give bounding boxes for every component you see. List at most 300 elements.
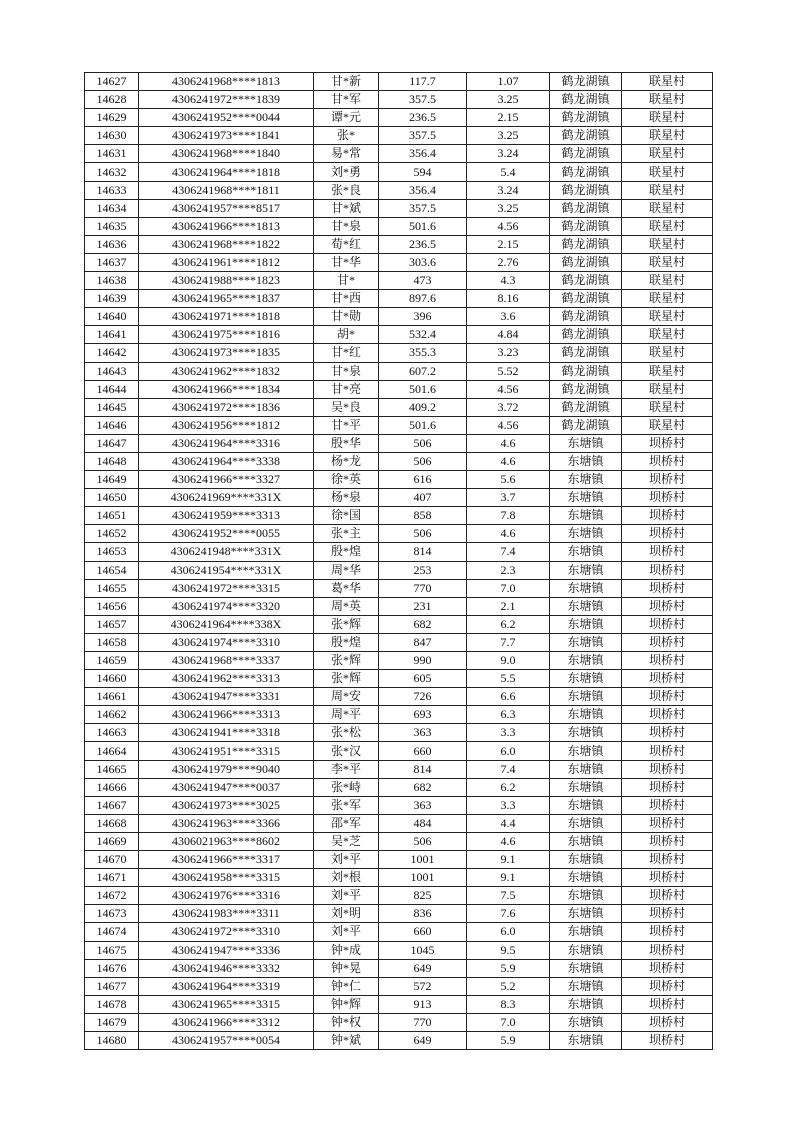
id-number-cell: 4306241966****1813 — [139, 217, 314, 235]
town-cell: 东塘镇 — [550, 923, 622, 941]
serial-number-cell: 14656 — [85, 597, 139, 615]
name-cell: 周*华 — [314, 561, 379, 579]
table-row — [85, 597, 713, 615]
quantity-cell: 5.5 — [467, 670, 550, 688]
table-row — [85, 326, 713, 344]
town-cell: 东塘镇 — [550, 688, 622, 706]
town-cell: 鹤龙湖镇 — [550, 326, 622, 344]
amount-cell: 236.5 — [379, 235, 467, 253]
table-row — [85, 253, 713, 271]
table-row — [85, 887, 713, 905]
id-number-cell: 4306241983****3311 — [139, 905, 314, 923]
table-row — [85, 796, 713, 814]
amount-cell: 231 — [379, 597, 467, 615]
name-cell: 张*军 — [314, 796, 379, 814]
table-row — [85, 489, 713, 507]
amount-cell: 616 — [379, 471, 467, 489]
table-row — [85, 452, 713, 470]
serial-number-cell: 14678 — [85, 995, 139, 1013]
quantity-cell: 3.24 — [467, 181, 550, 199]
quantity-cell: 6.0 — [467, 742, 550, 760]
amount-cell: 897.6 — [379, 290, 467, 308]
serial-number-cell: 14653 — [85, 543, 139, 561]
town-cell: 鹤龙湖镇 — [550, 181, 622, 199]
table-row — [85, 652, 713, 670]
table-row — [85, 127, 713, 145]
town-cell: 东塘镇 — [550, 579, 622, 597]
name-cell: 张*辉 — [314, 615, 379, 633]
serial-number-cell: 14672 — [85, 887, 139, 905]
id-number-cell: 4306241941****3318 — [139, 724, 314, 742]
village-cell: 联星村 — [622, 272, 713, 290]
table-row — [85, 814, 713, 832]
amount-cell: 356.4 — [379, 145, 467, 163]
table-row — [85, 706, 713, 724]
name-cell: 胡* — [314, 326, 379, 344]
quantity-cell: 2.15 — [467, 235, 550, 253]
name-cell: 甘*平 — [314, 416, 379, 434]
quantity-cell: 4.3 — [467, 272, 550, 290]
id-number-cell: 4306241968****1811 — [139, 181, 314, 199]
quantity-cell: 4.6 — [467, 434, 550, 452]
name-cell: 甘*斌 — [314, 199, 379, 217]
name-cell: 张*汉 — [314, 742, 379, 760]
table-row — [85, 181, 713, 199]
id-number-cell: 4306241988****1823 — [139, 272, 314, 290]
quantity-cell: 1.07 — [467, 73, 550, 91]
town-cell: 东塘镇 — [550, 977, 622, 995]
id-number-cell: 4306241969****331X — [139, 489, 314, 507]
table-row — [85, 1013, 713, 1031]
village-cell: 联星村 — [622, 163, 713, 181]
town-cell: 东塘镇 — [550, 995, 622, 1013]
village-cell: 坝桥村 — [622, 796, 713, 814]
town-cell: 鹤龙湖镇 — [550, 362, 622, 380]
village-cell: 坝桥村 — [622, 543, 713, 561]
table-row — [85, 941, 713, 959]
amount-cell: 303.6 — [379, 253, 467, 271]
village-cell: 联星村 — [622, 181, 713, 199]
id-number-cell: 4306241954****331X — [139, 561, 314, 579]
serial-number-cell: 14637 — [85, 253, 139, 271]
table-row — [85, 615, 713, 633]
id-number-cell: 4306241974****3310 — [139, 633, 314, 651]
quantity-cell: 3.3 — [467, 796, 550, 814]
serial-number-cell: 14680 — [85, 1031, 139, 1049]
serial-number-cell: 14661 — [85, 688, 139, 706]
village-cell: 坝桥村 — [622, 923, 713, 941]
table-row — [85, 507, 713, 525]
amount-cell: 506 — [379, 832, 467, 850]
amount-cell: 506 — [379, 452, 467, 470]
name-cell: 张*良 — [314, 181, 379, 199]
amount-cell: 506 — [379, 434, 467, 452]
table-row — [85, 91, 713, 109]
quantity-cell: 4.56 — [467, 380, 550, 398]
name-cell: 周*安 — [314, 688, 379, 706]
town-cell: 东塘镇 — [550, 796, 622, 814]
amount-cell: 770 — [379, 1013, 467, 1031]
table-row — [85, 959, 713, 977]
id-number-cell: 4306241966****1834 — [139, 380, 314, 398]
table-row — [85, 851, 713, 869]
quantity-cell: 9.1 — [467, 869, 550, 887]
town-cell: 鹤龙湖镇 — [550, 217, 622, 235]
amount-cell: 117.7 — [379, 73, 467, 91]
quantity-cell: 4.4 — [467, 814, 550, 832]
village-cell: 坝桥村 — [622, 579, 713, 597]
amount-cell: 726 — [379, 688, 467, 706]
name-cell: 周*平 — [314, 706, 379, 724]
serial-number-cell: 14648 — [85, 452, 139, 470]
name-cell: 杨*泉 — [314, 489, 379, 507]
table-row — [85, 471, 713, 489]
name-cell: 钟*权 — [314, 1013, 379, 1031]
id-number-cell: 4306241968****3337 — [139, 652, 314, 670]
town-cell: 东塘镇 — [550, 742, 622, 760]
serial-number-cell: 14636 — [85, 235, 139, 253]
amount-cell: 682 — [379, 615, 467, 633]
table-row — [85, 199, 713, 217]
town-cell: 鹤龙湖镇 — [550, 344, 622, 362]
id-number-cell: 4306241951****3315 — [139, 742, 314, 760]
amount-cell: 836 — [379, 905, 467, 923]
serial-number-cell: 14633 — [85, 181, 139, 199]
serial-number-cell: 14627 — [85, 73, 139, 91]
amount-cell: 506 — [379, 525, 467, 543]
quantity-cell: 8.3 — [467, 995, 550, 1013]
id-number-cell: 4306241964****338X — [139, 615, 314, 633]
town-cell: 东塘镇 — [550, 959, 622, 977]
village-cell: 坝桥村 — [622, 742, 713, 760]
town-cell: 东塘镇 — [550, 814, 622, 832]
village-cell: 坝桥村 — [622, 670, 713, 688]
name-cell: 张* — [314, 127, 379, 145]
amount-cell: 1001 — [379, 851, 467, 869]
table-row — [85, 109, 713, 127]
id-number-cell: 4306241966****3327 — [139, 471, 314, 489]
name-cell: 徐*国 — [314, 507, 379, 525]
name-cell: 葛*华 — [314, 579, 379, 597]
table-body — [85, 73, 713, 1050]
village-cell: 坝桥村 — [622, 851, 713, 869]
quantity-cell: 3.25 — [467, 199, 550, 217]
serial-number-cell: 14630 — [85, 127, 139, 145]
table-row — [85, 543, 713, 561]
id-number-cell: 4306241947****0037 — [139, 778, 314, 796]
id-number-cell: 4306241958****3315 — [139, 869, 314, 887]
quantity-cell: 9.0 — [467, 652, 550, 670]
quantity-cell: 6.2 — [467, 778, 550, 796]
id-number-cell: 4306241948****331X — [139, 543, 314, 561]
serial-number-cell: 14663 — [85, 724, 139, 742]
quantity-cell: 2.3 — [467, 561, 550, 579]
serial-number-cell: 14658 — [85, 633, 139, 651]
name-cell: 杨*龙 — [314, 452, 379, 470]
serial-number-cell: 14676 — [85, 959, 139, 977]
quantity-cell: 4.56 — [467, 217, 550, 235]
town-cell: 东塘镇 — [550, 507, 622, 525]
table-row — [85, 760, 713, 778]
name-cell: 甘*泉 — [314, 362, 379, 380]
name-cell: 吴*良 — [314, 398, 379, 416]
amount-cell: 356.4 — [379, 181, 467, 199]
name-cell: 钟*辉 — [314, 995, 379, 1013]
village-cell: 坝桥村 — [622, 489, 713, 507]
table-row — [85, 742, 713, 760]
table-row — [85, 380, 713, 398]
amount-cell: 484 — [379, 814, 467, 832]
town-cell: 东塘镇 — [550, 615, 622, 633]
amount-cell: 660 — [379, 923, 467, 941]
table-row — [85, 398, 713, 416]
id-number-cell: 4306241972****1836 — [139, 398, 314, 416]
table-row — [85, 633, 713, 651]
village-cell: 坝桥村 — [622, 471, 713, 489]
quantity-cell: 8.16 — [467, 290, 550, 308]
village-cell: 坝桥村 — [622, 452, 713, 470]
data-table — [84, 72, 713, 1050]
amount-cell: 814 — [379, 543, 467, 561]
amount-cell: 501.6 — [379, 416, 467, 434]
village-cell: 坝桥村 — [622, 905, 713, 923]
id-number-cell: 4306241972****3315 — [139, 579, 314, 597]
table-row — [85, 977, 713, 995]
quantity-cell: 3.72 — [467, 398, 550, 416]
id-number-cell: 4306241976****3316 — [139, 887, 314, 905]
amount-cell: 357.5 — [379, 91, 467, 109]
quantity-cell: 2.15 — [467, 109, 550, 127]
serial-number-cell: 14635 — [85, 217, 139, 235]
village-cell: 联星村 — [622, 91, 713, 109]
name-cell: 甘*军 — [314, 91, 379, 109]
village-cell: 坝桥村 — [622, 959, 713, 977]
name-cell: 殷*煌 — [314, 543, 379, 561]
table-row — [85, 525, 713, 543]
id-number-cell: 4306241961****1812 — [139, 253, 314, 271]
village-cell: 联星村 — [622, 127, 713, 145]
village-cell: 坝桥村 — [622, 561, 713, 579]
village-cell: 联星村 — [622, 199, 713, 217]
quantity-cell: 3.7 — [467, 489, 550, 507]
quantity-cell: 2.76 — [467, 253, 550, 271]
table-row — [85, 724, 713, 742]
id-number-cell: 4306241968****1840 — [139, 145, 314, 163]
town-cell: 鹤龙湖镇 — [550, 398, 622, 416]
town-cell: 鹤龙湖镇 — [550, 91, 622, 109]
amount-cell: 357.5 — [379, 199, 467, 217]
town-cell: 东塘镇 — [550, 941, 622, 959]
quantity-cell: 5.52 — [467, 362, 550, 380]
serial-number-cell: 14634 — [85, 199, 139, 217]
quantity-cell: 7.6 — [467, 905, 550, 923]
serial-number-cell: 14665 — [85, 760, 139, 778]
table-row — [85, 905, 713, 923]
quantity-cell: 4.6 — [467, 525, 550, 543]
town-cell: 东塘镇 — [550, 1013, 622, 1031]
name-cell: 刘*明 — [314, 905, 379, 923]
id-number-cell: 4306241972****3310 — [139, 923, 314, 941]
name-cell: 甘*华 — [314, 253, 379, 271]
town-cell: 东塘镇 — [550, 633, 622, 651]
village-cell: 坝桥村 — [622, 633, 713, 651]
serial-number-cell: 14666 — [85, 778, 139, 796]
town-cell: 东塘镇 — [550, 670, 622, 688]
quantity-cell: 3.6 — [467, 308, 550, 326]
amount-cell: 253 — [379, 561, 467, 579]
id-number-cell: 4306241968****1813 — [139, 73, 314, 91]
id-number-cell: 4306021963****8602 — [139, 832, 314, 850]
serial-number-cell: 14647 — [85, 434, 139, 452]
table-row — [85, 362, 713, 380]
quantity-cell: 7.4 — [467, 543, 550, 561]
town-cell: 东塘镇 — [550, 652, 622, 670]
id-number-cell: 4306241962****3313 — [139, 670, 314, 688]
name-cell: 刘*根 — [314, 869, 379, 887]
name-cell: 张*辉 — [314, 652, 379, 670]
id-number-cell: 4306241962****1832 — [139, 362, 314, 380]
serial-number-cell: 14649 — [85, 471, 139, 489]
amount-cell: 858 — [379, 507, 467, 525]
village-cell: 联星村 — [622, 362, 713, 380]
quantity-cell: 3.3 — [467, 724, 550, 742]
village-cell: 坝桥村 — [622, 688, 713, 706]
name-cell: 钟*仁 — [314, 977, 379, 995]
serial-number-cell: 14662 — [85, 706, 139, 724]
quantity-cell: 6.0 — [467, 923, 550, 941]
name-cell: 刘*平 — [314, 851, 379, 869]
id-number-cell: 4306241973****1835 — [139, 344, 314, 362]
quantity-cell: 3.24 — [467, 145, 550, 163]
id-number-cell: 4306241973****3025 — [139, 796, 314, 814]
quantity-cell: 2.1 — [467, 597, 550, 615]
village-cell: 联星村 — [622, 253, 713, 271]
table-row — [85, 670, 713, 688]
town-cell: 鹤龙湖镇 — [550, 73, 622, 91]
quantity-cell: 7.8 — [467, 507, 550, 525]
serial-number-cell: 14654 — [85, 561, 139, 579]
table-row — [85, 1031, 713, 1049]
name-cell: 甘*勋 — [314, 308, 379, 326]
village-cell: 坝桥村 — [622, 995, 713, 1013]
quantity-cell: 3.23 — [467, 344, 550, 362]
id-number-cell: 4306241966****3312 — [139, 1013, 314, 1031]
serial-number-cell: 14645 — [85, 398, 139, 416]
serial-number-cell: 14670 — [85, 851, 139, 869]
amount-cell: 473 — [379, 272, 467, 290]
id-number-cell: 4306241973****1841 — [139, 127, 314, 145]
serial-number-cell: 14651 — [85, 507, 139, 525]
village-cell: 坝桥村 — [622, 869, 713, 887]
serial-number-cell: 14657 — [85, 615, 139, 633]
id-number-cell: 4306241971****1818 — [139, 308, 314, 326]
amount-cell: 407 — [379, 489, 467, 507]
town-cell: 鹤龙湖镇 — [550, 109, 622, 127]
town-cell: 东塘镇 — [550, 561, 622, 579]
id-number-cell: 4306241956****1812 — [139, 416, 314, 434]
village-cell: 坝桥村 — [622, 652, 713, 670]
amount-cell: 682 — [379, 778, 467, 796]
village-cell: 联星村 — [622, 290, 713, 308]
name-cell: 谭*元 — [314, 109, 379, 127]
quantity-cell: 7.4 — [467, 760, 550, 778]
village-cell: 坝桥村 — [622, 832, 713, 850]
table-row — [85, 561, 713, 579]
serial-number-cell: 14673 — [85, 905, 139, 923]
name-cell: 刘*平 — [314, 923, 379, 941]
village-cell: 坝桥村 — [622, 507, 713, 525]
quantity-cell: 5.6 — [467, 471, 550, 489]
id-number-cell: 4306241964****3338 — [139, 452, 314, 470]
serial-number-cell: 14641 — [85, 326, 139, 344]
table-row — [85, 73, 713, 91]
amount-cell: 847 — [379, 633, 467, 651]
id-number-cell: 4306241965****3315 — [139, 995, 314, 1013]
id-number-cell: 4306241963****3366 — [139, 814, 314, 832]
town-cell: 东塘镇 — [550, 525, 622, 543]
name-cell: 甘*泉 — [314, 217, 379, 235]
table-row — [85, 579, 713, 597]
village-cell: 坝桥村 — [622, 1031, 713, 1049]
town-cell: 东塘镇 — [550, 832, 622, 850]
name-cell: 甘*亮 — [314, 380, 379, 398]
town-cell: 东塘镇 — [550, 706, 622, 724]
village-cell: 联星村 — [622, 308, 713, 326]
town-cell: 东塘镇 — [550, 489, 622, 507]
town-cell: 鹤龙湖镇 — [550, 163, 622, 181]
amount-cell: 660 — [379, 742, 467, 760]
town-cell: 东塘镇 — [550, 434, 622, 452]
name-cell: 张*松 — [314, 724, 379, 742]
town-cell: 东塘镇 — [550, 851, 622, 869]
quantity-cell: 7.0 — [467, 1013, 550, 1031]
village-cell: 坝桥村 — [622, 814, 713, 832]
id-number-cell: 4306241964****3319 — [139, 977, 314, 995]
name-cell: 甘*红 — [314, 344, 379, 362]
table-row — [85, 688, 713, 706]
village-cell: 联星村 — [622, 416, 713, 434]
id-number-cell: 4306241965****1837 — [139, 290, 314, 308]
serial-number-cell: 14659 — [85, 652, 139, 670]
name-cell: 易*常 — [314, 145, 379, 163]
name-cell: 李*平 — [314, 760, 379, 778]
id-number-cell: 4306241957****8517 — [139, 199, 314, 217]
quantity-cell: 6.6 — [467, 688, 550, 706]
name-cell: 吴*芝 — [314, 832, 379, 850]
town-cell: 东塘镇 — [550, 543, 622, 561]
serial-number-cell: 14640 — [85, 308, 139, 326]
name-cell: 钟*成 — [314, 941, 379, 959]
id-number-cell: 4306241966****3317 — [139, 851, 314, 869]
town-cell: 东塘镇 — [550, 452, 622, 470]
quantity-cell: 9.5 — [467, 941, 550, 959]
serial-number-cell: 14631 — [85, 145, 139, 163]
name-cell: 张*主 — [314, 525, 379, 543]
quantity-cell: 4.56 — [467, 416, 550, 434]
serial-number-cell: 14677 — [85, 977, 139, 995]
quantity-cell: 7.5 — [467, 887, 550, 905]
amount-cell: 532.4 — [379, 326, 467, 344]
amount-cell: 649 — [379, 1031, 467, 1049]
id-number-cell: 4306241968****1822 — [139, 235, 314, 253]
village-cell: 联星村 — [622, 398, 713, 416]
quantity-cell: 9.1 — [467, 851, 550, 869]
serial-number-cell: 14655 — [85, 579, 139, 597]
serial-number-cell: 14632 — [85, 163, 139, 181]
name-cell: 殷*煌 — [314, 633, 379, 651]
serial-number-cell: 14638 — [85, 272, 139, 290]
id-number-cell: 4306241966****3313 — [139, 706, 314, 724]
